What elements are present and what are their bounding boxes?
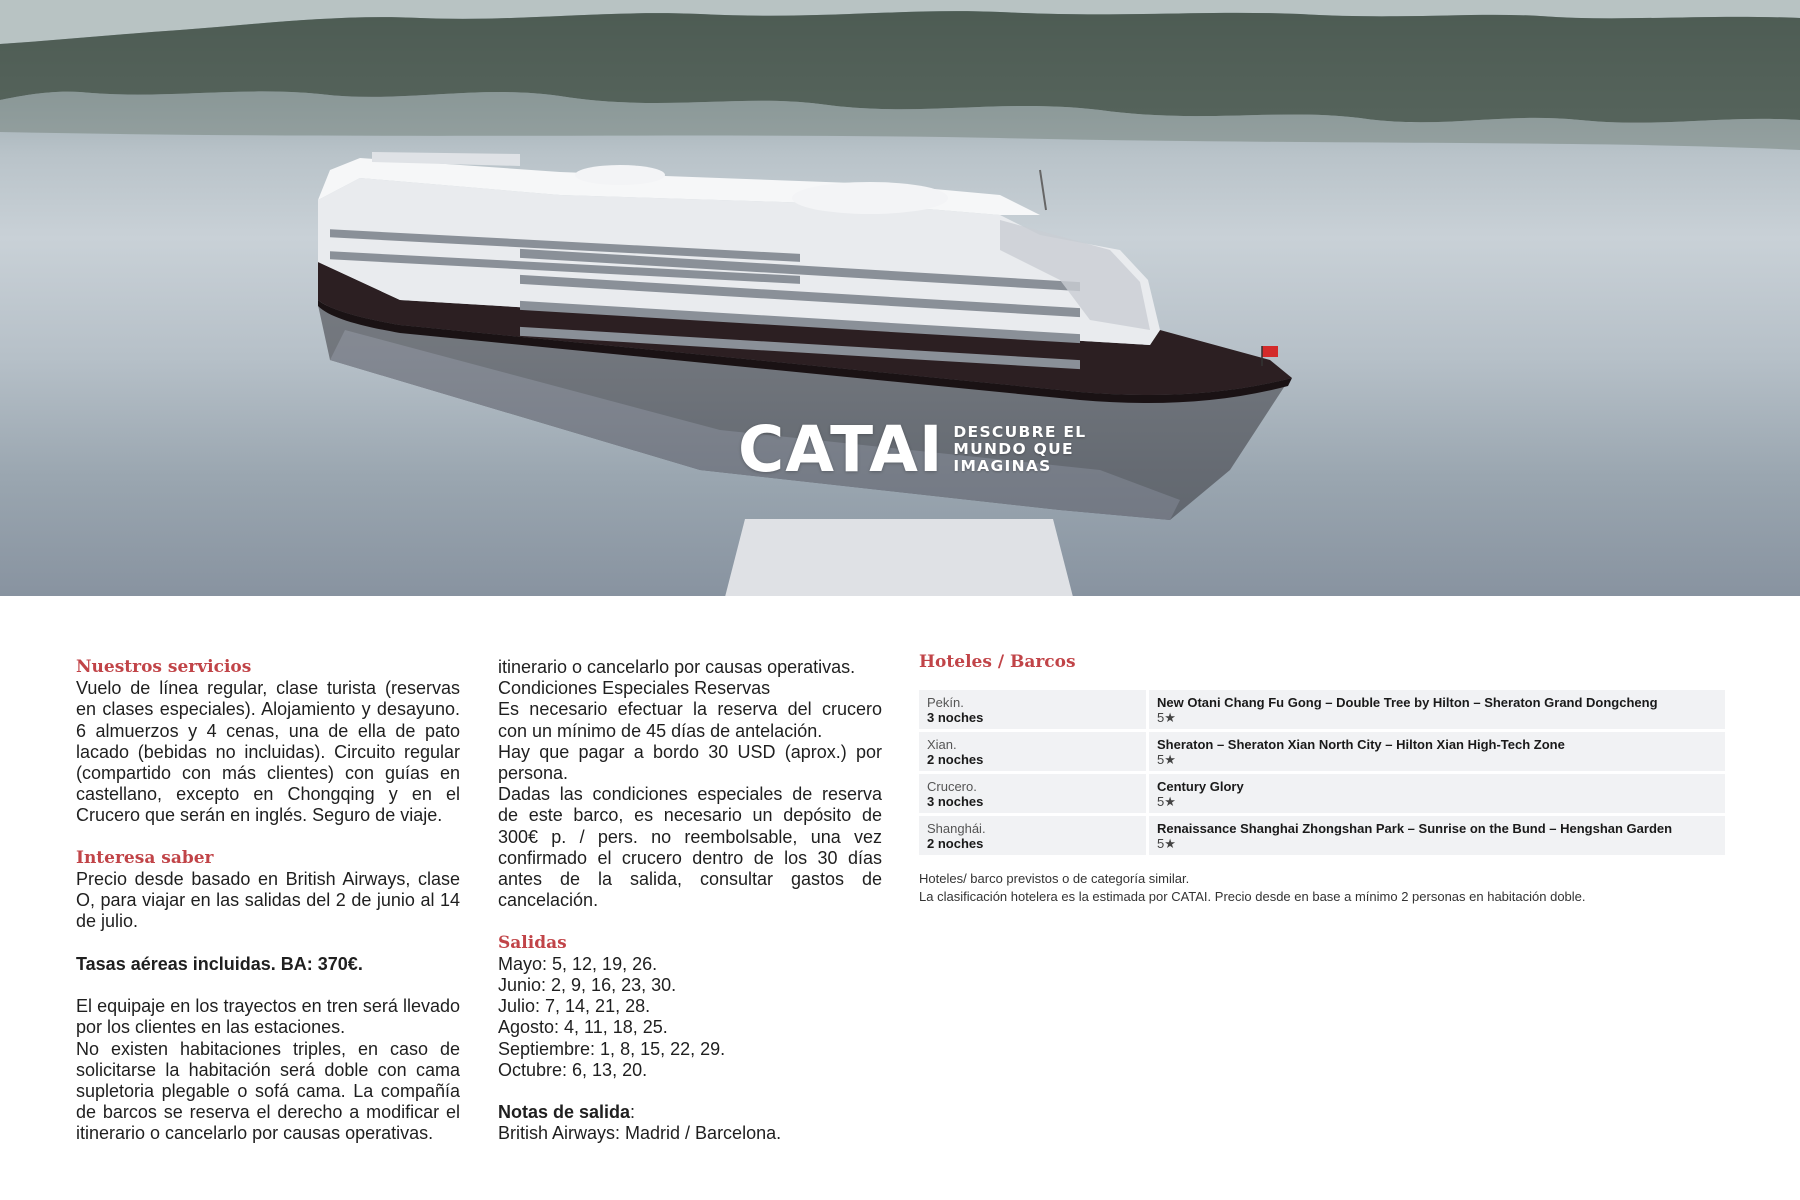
- salidas-line: Julio: 7, 14, 21, 28.: [498, 996, 651, 1017]
- table-row: [919, 816, 1725, 855]
- interesa-heading: Interesa saber: [76, 847, 214, 868]
- triples-text: No existen habitaciones triples, en caso de solicitarse la habitación será doble con cama supletoria plegable o sofá cama. La compañía de barcos se reserva el derecho a modificar el itinerario o cancelarlo por causas operativas.: [76, 1038, 460, 1144]
- hotel-cell: Sheraton – Sheraton Xian North City – Hilton Xian High-Tech Zone 5★: [1146, 732, 1725, 771]
- salidas-line: Mayo: 5, 12, 19, 26.: [498, 953, 658, 974]
- tagline-line: MUNDO QUE: [953, 440, 1074, 458]
- catai-logo: [738, 413, 1087, 486]
- tagline-line: DESCUBRE EL: [953, 423, 1087, 441]
- hero-tab-shape: [725, 519, 1073, 596]
- city-cell: Pekín. 3 noches: [919, 690, 1146, 729]
- servicios-heading: Nuestros servicios: [76, 657, 252, 677]
- city-cell: Shanghái. 2 noches: [919, 816, 1146, 855]
- hotel-cell: Century Glory 5★: [1146, 774, 1725, 813]
- hoteles-heading: Hoteles / Barcos: [919, 652, 1076, 672]
- hoteles-note: La clasificación hotelera es la estimada por CATAI. Precio desde en base a mínimo 2 personas en habitación doble.: [919, 889, 1586, 904]
- notas-text: British Airways: Madrid / Barcelona.: [498, 1123, 782, 1144]
- salidas-line: Octubre: 6, 13, 20.: [498, 1059, 648, 1080]
- hoteles-table: [919, 687, 1725, 858]
- hero-photo: [0, 0, 1800, 596]
- condiciones-p3: Dadas las condiciones especiales de reserva de este barco, es necesario un depósito de 300€ p. / pers. no reembolsable, una vez confirmado el crucero dentro de los 30 días antes de la salida, consultar gastos de cancelación.: [498, 784, 882, 911]
- interesa-text: Precio desde basado en British Airways, clase O, para viajar en las salidas del 2 de junio al 14 de julio.: [76, 869, 460, 932]
- hoteles-note: Hoteles/ barco previstos o de categoría similar.: [919, 871, 1190, 886]
- logo-wordmark: CATAI: [738, 413, 944, 486]
- column-middle: [498, 657, 882, 1145]
- tagline-line: IMAGINAS: [953, 457, 1052, 475]
- table-row: [919, 690, 1725, 729]
- condiciones-p1: Es necesario efectuar la reserva del crucero con un mínimo de 45 días de antelación.: [498, 699, 882, 741]
- hotel-cell: Renaissance Shanghai Zhongshan Park – Sunrise on the Bund – Hengshan Garden 5★: [1146, 816, 1725, 855]
- cruise-ship-illustration: [0, 0, 1800, 596]
- city-cell: Crucero. 3 noches: [919, 774, 1146, 813]
- city-cell: Xian. 2 noches: [919, 732, 1146, 771]
- salidas-line: Septiembre: 1, 8, 15, 22, 29.: [498, 1038, 726, 1059]
- operativas-continuation: itinerario o cancelarlo por causas operativas.: [498, 657, 856, 677]
- table-row: [919, 774, 1725, 813]
- column-left: [76, 657, 460, 1145]
- condiciones-heading: Condiciones Especiales Reservas: [498, 678, 771, 699]
- condiciones-p2: Hay que pagar a bordo 30 USD (aprox.) por persona.: [498, 741, 882, 784]
- notas-heading: Notas de salida:: [498, 1102, 636, 1123]
- salidas-heading: Salidas: [498, 932, 567, 953]
- servicios-text: Vuelo de línea regular, clase turista (reservas en clases especiales). Alojamiento y desayuno. 6 almuerzos y 4 cenas, una de ella de pato lacado (bebidas no incluidas). Circuito regular (compartido con más clientes) con guías en castellano, excepto en Chongqing y en el Crucero que serán en inglés. Seguro de viaje.: [76, 678, 460, 826]
- salidas-line: Agosto: 4, 11, 18, 25.: [498, 1017, 668, 1038]
- hotel-cell: New Otani Chang Fu Gong – Double Tree by Hilton – Sheraton Grand Dongcheng 5★: [1146, 690, 1725, 729]
- hoteles-notes: [919, 870, 1586, 906]
- equipaje-text: El equipaje en los trayectos en tren será llevado por los clientes en las estaciones.: [76, 996, 460, 1038]
- logo-tagline: [953, 424, 1086, 475]
- salidas-line: Junio: 2, 9, 16, 23, 30.: [498, 975, 677, 996]
- table-row: [919, 732, 1725, 771]
- tasas-text: Tasas aéreas incluidas. BA: 370€.: [76, 953, 363, 974]
